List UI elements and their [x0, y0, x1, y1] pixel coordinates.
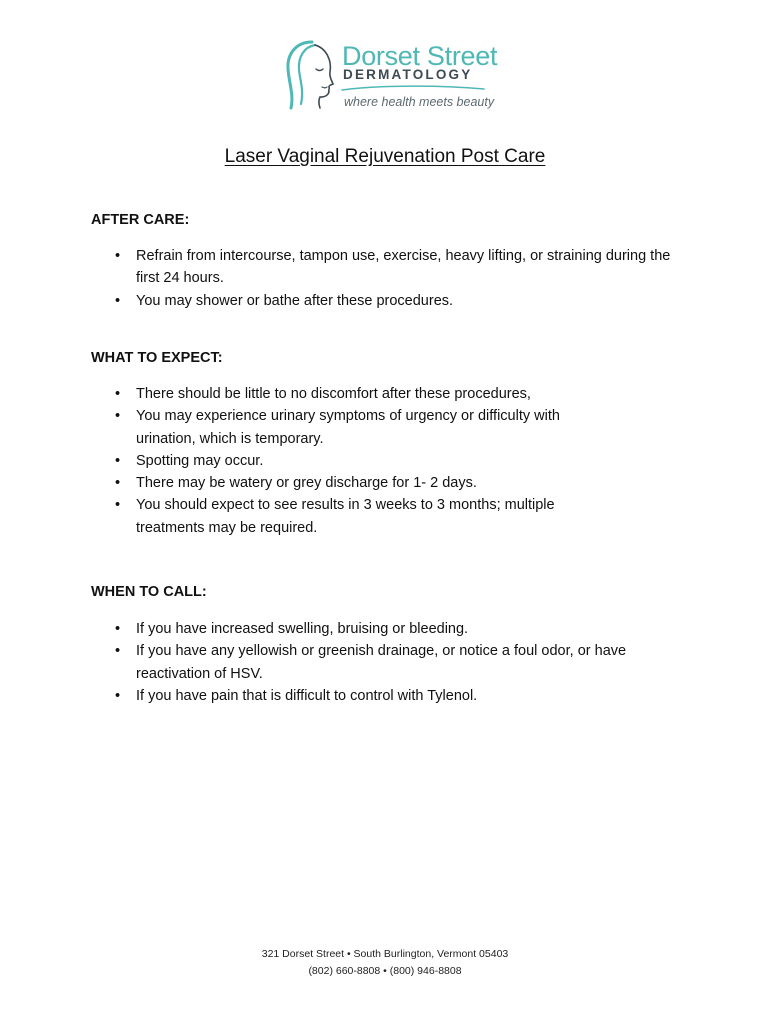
list-item: • There may be watery or grey discharge for 1- 2 days.: [91, 472, 681, 494]
list-item: • If you have increased swelling, bruising or bleeding.: [91, 618, 681, 640]
list-item: • You may experience urinary symptoms of urgency or difficulty with urination, which is temporary.: [91, 405, 681, 450]
list-item: • If you have any yellowish or greenish drainage, or notice a foul odor, or have reactivation of HSV.: [91, 640, 681, 685]
list-item: • There should be little to no discomfort after these procedures,: [91, 383, 681, 405]
list-item: • You may shower or bathe after these procedures.: [91, 290, 681, 312]
footer-phones: (802) 660-8808 • (800) 946-8808: [308, 965, 462, 977]
face-profile-icon: [282, 38, 338, 110]
page-title: Laser Vaginal Rejuvenation Post Care: [224, 146, 546, 167]
footer: [0, 946, 770, 980]
logo-brand-name: Dorset Street: [342, 41, 498, 71]
what-to-expect-heading: WHAT TO EXPECT:: [91, 350, 223, 366]
when-to-call-heading: WHEN TO CALL:: [91, 584, 207, 600]
logo-tagline: where health meets beauty: [344, 95, 495, 109]
after-care-heading: AFTER CARE:: [91, 212, 190, 228]
after-care-list: [91, 245, 681, 312]
when-to-call-list: [91, 618, 681, 707]
logo-subtitle: DERMATOLOGY: [343, 67, 473, 82]
logo-swoosh: [340, 84, 486, 94]
list-item: • Refrain from intercourse, tampon use, exercise, heavy lifting, or straining during the first 24 hours.: [91, 245, 681, 290]
footer-address: 321 Dorset Street • South Burlington, Vermont 05403: [261, 948, 509, 960]
what-to-expect-list: [91, 383, 681, 539]
list-item: • You should expect to see results in 3 weeks to 3 months; multiple treatments may be required.: [91, 494, 681, 539]
list-item: • If you have pain that is difficult to control with Tylenol.: [91, 685, 681, 707]
list-item: • Spotting may occur.: [91, 450, 681, 472]
logo: [282, 38, 498, 116]
